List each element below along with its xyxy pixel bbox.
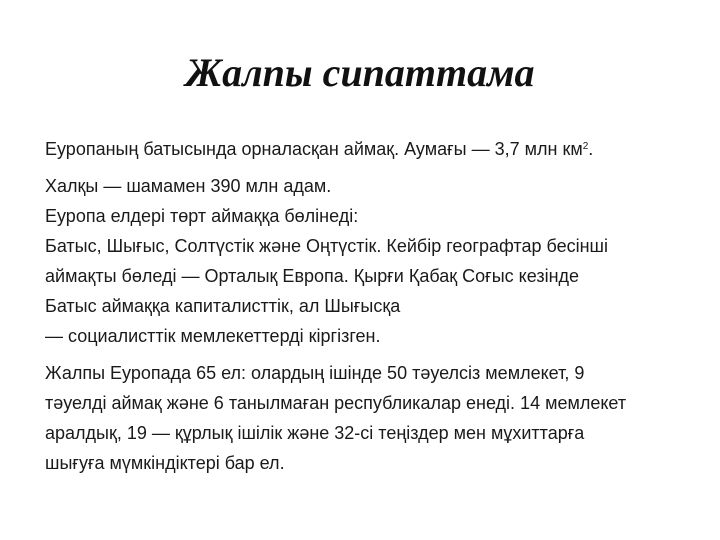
text-line: Жалпы Еуропада 65 ел: олардың ішінде 50 тәуелсіз мемлекет, 9 [45,363,585,383]
paragraph-area [45,134,685,164]
text-line: — социалисттік мемлекеттерді кіргізген. [45,326,381,346]
paragraph-population-regions [45,171,685,351]
text-line [45,134,685,164]
text-line: шығуға мүмкіндіктері бар ел. [45,453,285,473]
text-line: Халқы — шамамен 390 млн адам. [45,176,332,196]
slide-title: Жалпы сипаттама [185,50,535,95]
text-line: тәуелді аймақ және 6 танылмаған республикалар енеді. 14 мемлекет [45,393,627,413]
superscript: 2 [582,141,589,152]
period: . [588,139,594,159]
text-line: Батыс, Шығыс, Солтүстік және Оңтүстік. Кейбір географтар бесінші [45,236,608,256]
slide-body [45,134,685,478]
area-text: Еуропаның батысында орналасқан аймақ. Аумағы — 3,7 млн км [45,139,583,159]
text-line: Еуропа елдері төрт аймаққа бөлінеді: [45,206,359,226]
text-line: аймақты бөледі — Орталық Европа. Қырғи Қабақ Соғыс кезінде [45,266,580,286]
text-line: Батыс аймаққа капиталисттік, ал Шығысқа [45,296,401,316]
text-line: аралдық, 19 — құрлық ішілік және 32-сі теңіздер мен мұхиттарға [45,423,585,443]
paragraph-countries [45,358,685,478]
